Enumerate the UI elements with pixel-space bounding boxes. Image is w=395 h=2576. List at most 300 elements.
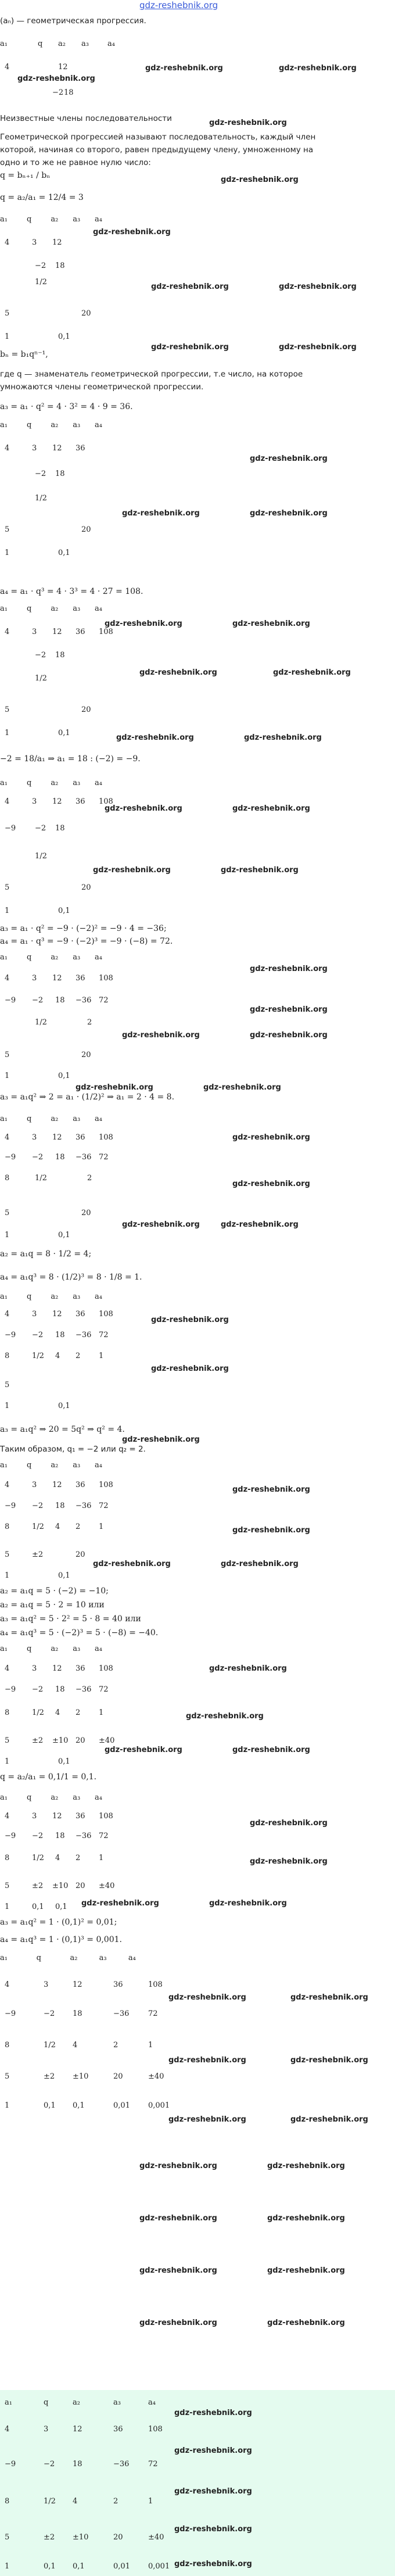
cell: 12 [58, 63, 68, 71]
cell: −2 [32, 1832, 44, 1840]
hdr: a₄ [94, 604, 102, 613]
hdr: a₄ [94, 1793, 102, 1802]
cell: 1/2 [44, 2497, 56, 2506]
cell: ±2 [32, 1550, 44, 1559]
cell: 1 [5, 1402, 10, 1410]
cell: −36 [113, 2460, 130, 2468]
cell: 36 [113, 2425, 123, 2434]
cell: 108 [148, 2425, 163, 2434]
q-formula: q = bₙ₊₁ / bₙ [0, 171, 51, 180]
cell: 18 [55, 1502, 65, 1510]
cell: ±2 [32, 1882, 44, 1890]
bn-formula: bₙ = b₁qⁿ⁻¹, [0, 350, 48, 359]
cell: 1 [148, 2497, 153, 2506]
cell: 5 [5, 1550, 10, 1559]
watermark: gdz-reshebnik.org [122, 509, 200, 518]
cell: 20 [113, 2072, 123, 2081]
cell: 0,1 [58, 907, 70, 915]
cell: −2 [32, 1685, 44, 1694]
watermark: gdz-reshebnik.org [290, 1993, 368, 2002]
hdr: a₃ [73, 953, 81, 962]
hdr: q [36, 1954, 41, 1962]
cell: 0,1 [44, 2562, 56, 2571]
cell: 36 [76, 974, 85, 983]
watermark: gdz-reshebnik.org [174, 2446, 252, 2455]
hdr: a₁ [0, 953, 8, 962]
hdr: a₂ [51, 1645, 59, 1653]
cell: 108 [99, 1133, 113, 1142]
cell: 1 [99, 1522, 104, 1531]
hdr: a₄ [94, 1645, 102, 1653]
cell: −36 [76, 996, 92, 1005]
cell: 8 [5, 1174, 10, 1183]
cell: 2 [76, 1708, 81, 1717]
cell: −9 [5, 2009, 16, 2018]
step: −2 = 18/a₁ ⇒ a₁ = 18 : (−2) = −9. [0, 754, 141, 764]
cell: 8 [5, 2497, 10, 2506]
cell: −2 [32, 1331, 44, 1339]
cell: 18 [55, 261, 65, 270]
cell: −2 [44, 2009, 55, 2018]
cell: 36 [76, 1481, 85, 1489]
watermark: gdz-reshebnik.org [151, 1364, 229, 1373]
cell: 5 [5, 2533, 10, 2542]
cell: 72 [99, 996, 109, 1005]
cell: −9 [5, 1502, 16, 1510]
watermark: gdz-reshebnik.org [250, 1031, 328, 1040]
watermark: gdz-reshebnik.org [105, 1746, 182, 1754]
hdr: a₂ [51, 1115, 59, 1123]
cell: 36 [113, 1980, 123, 1989]
cell: ±10 [52, 1736, 69, 1745]
hdr-a4: a₄ [148, 2398, 156, 2407]
cell: 4 [5, 1133, 10, 1142]
cell: 8 [5, 1522, 10, 1531]
watermark: gdz-reshebnik.org [279, 64, 357, 73]
hdr: q [27, 215, 32, 224]
hdr: a₂ [51, 953, 59, 962]
watermark: gdz-reshebnik.org [174, 2560, 252, 2568]
cell: 108 [99, 1812, 113, 1821]
hdr-q: q [38, 40, 43, 48]
cell: 5 [5, 1882, 10, 1890]
hdr: a₃ [73, 1461, 81, 1470]
watermark: gdz-reshebnik.org [244, 733, 322, 742]
cell: ±40 [99, 1736, 115, 1745]
table-header [0, 1954, 136, 1962]
cell: 12 [73, 1980, 82, 1989]
cell: 3 [32, 1812, 37, 1821]
cell: 72 [148, 2009, 158, 2018]
watermark: gdz-reshebnik.org [151, 343, 229, 352]
cell: 20 [81, 705, 91, 714]
cell: 0,01 [113, 2562, 130, 2571]
step: a₂ = a₁q = 5 · (−2) = −10; [0, 1586, 109, 1596]
cell: −2 [52, 88, 64, 97]
definition: одно и то же не равное нулю число: [0, 158, 151, 167]
cell: 1 [5, 1903, 10, 1911]
cell: 0,001 [148, 2101, 170, 2110]
cell: 72 [99, 1331, 109, 1339]
cell: 4 [73, 2041, 78, 2050]
cell: 12 [52, 444, 62, 453]
cell: 0,01 [113, 2101, 130, 2110]
watermark: gdz-reshebnik.org [290, 2056, 368, 2065]
watermark: gdz-reshebnik.org [139, 2162, 217, 2170]
watermark: gdz-reshebnik.org [139, 2266, 217, 2275]
hdr: a₃ [73, 421, 81, 429]
hdr: a₃ [73, 779, 81, 787]
cell: 4 [55, 1854, 60, 1862]
cell: 108 [99, 628, 113, 636]
cell: −9 [5, 2460, 16, 2468]
watermark: gdz-reshebnik.org [116, 733, 194, 742]
table-header [0, 1292, 102, 1301]
step: a₃ = a₁q² = 1 · (0,1)² = 0,01; [0, 1918, 117, 1927]
cell: 1 [99, 1708, 104, 1717]
watermark: gdz-reshebnik.org [122, 1220, 200, 1229]
hdr: a₃ [73, 1793, 81, 1802]
cell: −2 [35, 651, 46, 660]
watermark: gdz-reshebnik.org [76, 1083, 153, 1092]
cell: 0,1 [58, 1757, 70, 1766]
cell: 0,1 [58, 549, 70, 557]
hdr: q [27, 421, 32, 429]
hdr: a₃ [73, 1115, 81, 1123]
step: a₄ = a₁ · q³ = 4 · 3³ = 4 · 27 = 108. [0, 587, 143, 596]
hdr: a₂ [51, 421, 59, 429]
cell: 8 [5, 1352, 10, 1360]
table-header [0, 953, 102, 962]
cell: 72 [99, 1502, 109, 1510]
step: a₄ = a₁ · q³ = −9 · (−2)³ = −9 · (−8) = 72. [0, 937, 173, 946]
site-logo[interactable]: gdz-reshebnik.org [139, 0, 218, 10]
cell: −2 [32, 1153, 44, 1162]
cell: 36 [76, 797, 85, 806]
cell: 36 [76, 1812, 85, 1821]
cell: 1/2 [32, 1352, 44, 1360]
cell: 5 [5, 309, 10, 318]
cell: 12 [52, 797, 62, 806]
cell: −2 [32, 1502, 44, 1510]
cell: 20 [76, 1550, 85, 1559]
cell: 4 [5, 63, 10, 71]
cell: 12 [73, 2425, 82, 2434]
cell: 4 [73, 2497, 78, 2506]
hdr-a3: a₃ [113, 2398, 121, 2407]
cell: 4 [55, 1522, 60, 1531]
step: a₂ = a₁q = 8 · 1/2 = 4; [0, 1249, 92, 1259]
hdr: a₂ [51, 1793, 59, 1802]
cell: 4 [5, 444, 10, 453]
cell: 4 [5, 238, 10, 247]
cell: 1 [5, 2562, 10, 2571]
watermark: gdz-reshebnik.org [139, 2319, 217, 2327]
watermark: gdz-reshebnik.org [168, 2115, 246, 2124]
cell: 8 [5, 1708, 10, 1717]
cell: 1 [5, 549, 10, 557]
cell: 18 [55, 1832, 65, 1840]
cell: 4 [5, 1980, 10, 1989]
cell: 1 [5, 332, 10, 341]
cell: 18 [64, 88, 74, 97]
watermark: gdz-reshebnik.org [279, 282, 357, 291]
cell: −2 [35, 261, 46, 270]
cell: ±40 [148, 2072, 164, 2081]
cell: 0,1 [58, 1231, 70, 1239]
table-header [0, 604, 102, 613]
cell: 3 [44, 1980, 49, 1989]
cell: 20 [81, 309, 91, 318]
hdr: q [27, 604, 32, 613]
watermark: gdz-reshebnik.org [209, 119, 287, 127]
watermark: gdz-reshebnik.org [250, 509, 328, 518]
cell: 1/2 [35, 494, 47, 503]
hdr: a₁ [0, 1793, 8, 1802]
watermark: gdz-reshebnik.org [186, 1712, 264, 1721]
hdr: a₄ [94, 953, 102, 962]
cell: 0,1 [73, 2101, 85, 2110]
hdr: a₄ [94, 1461, 102, 1470]
watermark: gdz-reshebnik.org [139, 668, 217, 677]
cell: 12 [52, 1664, 62, 1673]
cell: 18 [55, 651, 65, 660]
cell: 36 [76, 1133, 85, 1142]
cell: 20 [81, 883, 91, 892]
cell: 5 [5, 1051, 10, 1059]
hdr: a₄ [94, 215, 102, 224]
cell: 20 [113, 2533, 123, 2542]
watermark: gdz-reshebnik.org [250, 454, 328, 463]
cell: 1 [148, 2041, 153, 2050]
watermark: gdz-reshebnik.org [232, 1485, 310, 1494]
watermark: gdz-reshebnik.org [93, 1560, 171, 1568]
cell: 0,1 [58, 332, 70, 341]
table-header [0, 215, 102, 224]
cell: 20 [81, 1209, 91, 1217]
cell: 1 [5, 2101, 10, 2110]
watermark: gdz-reshebnik.org [250, 1819, 328, 1828]
hdr: a₂ [51, 779, 59, 787]
cell: 0,1 [58, 1571, 70, 1580]
cell: 36 [76, 444, 85, 453]
hdr: a₁ [0, 604, 8, 613]
hdr: a₁ [0, 1292, 8, 1301]
cell: 18 [55, 1685, 65, 1694]
hdr: a₂ [51, 215, 59, 224]
cell: 5 [5, 2072, 10, 2081]
watermark: gdz-reshebnik.org [232, 1526, 310, 1535]
watermark: gdz-reshebnik.org [168, 1993, 246, 2002]
cell: 12 [52, 628, 62, 636]
cell: −36 [76, 1331, 92, 1339]
watermark: gdz-reshebnik.org [122, 1031, 200, 1040]
cell: −9 [5, 1153, 16, 1162]
cell: 5 [5, 1736, 10, 1745]
cell: 0,001 [148, 2562, 170, 2571]
cell: 4 [5, 974, 10, 983]
watermark: gdz-reshebnik.org [139, 2214, 217, 2223]
where-note: где q — знаменатель геометрической прогрессии, т.е число, на которое [0, 370, 303, 379]
cell: 1/2 [35, 278, 47, 286]
watermark: gdz-reshebnik.org [209, 1899, 287, 1908]
cell: −9 [5, 1832, 16, 1840]
cell: 4 [55, 1708, 60, 1717]
table-header [0, 779, 102, 787]
cell: 3 [32, 1664, 37, 1673]
watermark: gdz-reshebnik.org [203, 1083, 281, 1092]
cell: 4 [5, 1664, 10, 1673]
hdr: q [27, 1292, 32, 1301]
cell: 18 [55, 470, 65, 478]
hdr: a₁ [0, 1645, 8, 1653]
hdr: q [27, 953, 32, 962]
hdr: a₄ [128, 1954, 136, 1962]
cell: 108 [99, 1310, 113, 1319]
cell: 1/2 [35, 1018, 47, 1027]
cell: 2 [113, 2041, 119, 2050]
hdr-a1: a₁ [5, 2398, 12, 2407]
cell: 20 [81, 525, 91, 534]
watermark: gdz-reshebnik.org [232, 1180, 310, 1188]
cell: 1 [99, 1352, 104, 1360]
table-header [0, 1793, 102, 1802]
watermark: gdz-reshebnik.org [145, 64, 223, 73]
cell: 3 [32, 797, 37, 806]
cell: ±2 [32, 1736, 44, 1745]
cell: −36 [76, 1832, 92, 1840]
cell: 5 [5, 883, 10, 892]
cell: 1 [5, 1072, 10, 1080]
watermark: gdz-reshebnik.org [232, 804, 310, 813]
cell: 0,1 [58, 1402, 70, 1410]
cell: 2 [87, 1018, 92, 1027]
where-note: умножаются члены геометрической прогрессии. [0, 382, 204, 392]
cell: −36 [113, 2009, 130, 2018]
cell: 8 [5, 2041, 10, 2050]
cell: 5 [5, 1381, 10, 1389]
watermark: gdz-reshebnik.org [221, 1220, 299, 1229]
cell: 3 [32, 628, 37, 636]
cell: 1 [5, 907, 10, 915]
cell: 20 [81, 1051, 91, 1059]
hdr: a₁ [0, 421, 8, 429]
cell: 4 [5, 797, 10, 806]
hdr: q [27, 1461, 32, 1470]
step: a₃ = a₁q² ⇒ 20 = 5q² ⇒ q² = 4. [0, 1425, 125, 1434]
cell: 108 [99, 797, 113, 806]
step: a₄ = a₁q³ = 5 · (−2)³ = 5 · (−8) = −40. [0, 1628, 159, 1638]
cell: 72 [99, 1832, 109, 1840]
watermark: gdz-reshebnik.org [267, 2266, 345, 2275]
cell: ±40 [148, 2533, 164, 2542]
definition: Геометрической прогрессией называют последовательность, каждый член [0, 132, 316, 142]
watermark: gdz-reshebnik.org [250, 965, 328, 973]
cell: −9 [5, 1331, 16, 1339]
hdr-a2: a₂ [58, 40, 66, 48]
hdr: a₃ [73, 215, 81, 224]
q-calc: q = a₂/a₁ = 12/4 = 3 [0, 193, 84, 202]
hdr-a4: a₄ [107, 40, 115, 48]
unknown-note: Неизвестные члены последовательности [0, 114, 172, 123]
watermark: gdz-reshebnik.org [174, 2525, 252, 2534]
watermark: gdz-reshebnik.org [93, 866, 171, 875]
cell: ±40 [99, 1882, 115, 1890]
cell: 3 [32, 974, 37, 983]
cell: 2 [76, 1522, 81, 1531]
hdr-q: q [44, 2398, 49, 2407]
cell: ±10 [73, 2072, 89, 2081]
hdr: q [27, 1115, 32, 1123]
cell: 1 [5, 1231, 10, 1239]
watermark: gdz-reshebnik.org [105, 804, 182, 813]
cell: 36 [76, 1664, 85, 1673]
final-answer-table [0, 2390, 395, 2576]
cell: 20 [76, 1882, 85, 1890]
watermark: gdz-reshebnik.org [273, 668, 351, 677]
watermark: gdz-reshebnik.org [232, 1133, 310, 1142]
step: a₃ = a₁ · q² = 4 · 3² = 4 · 9 = 36. [0, 402, 133, 411]
hdr: a₄ [94, 1292, 102, 1301]
cell: 5 [5, 525, 10, 534]
cell: 3 [44, 2425, 49, 2434]
watermark: gdz-reshebnik.org [250, 1857, 328, 1866]
cell: 5 [5, 1209, 10, 1217]
watermark: gdz-reshebnik.org [221, 866, 299, 875]
cell: −9 [5, 996, 16, 1005]
cell: −36 [76, 1685, 92, 1694]
hdr: a₁ [0, 1954, 8, 1962]
step: a₃ = a₁q² = 5 · 2² = 5 · 8 = 40 или [0, 1614, 141, 1624]
cell: 0,1 [58, 729, 70, 737]
cell: ±2 [44, 2072, 55, 2081]
cell: 108 [148, 1980, 163, 1989]
intro-line: (aₙ) — геометрическая прогрессия. [0, 16, 146, 26]
step: a₂ = a₁q = 5 · 2 = 10 или [0, 1600, 105, 1610]
cell: 12 [52, 1133, 62, 1142]
watermark: gdz-reshebnik.org [232, 1746, 310, 1754]
cell: 36 [76, 628, 85, 636]
hdr: a₁ [0, 1115, 8, 1123]
hdr-a3: a₃ [81, 40, 89, 48]
watermark: gdz-reshebnik.org [151, 1316, 229, 1324]
cell: 18 [73, 2460, 82, 2468]
step: a₄ = a₁q³ = 1 · (0,1)³ = 0,001. [0, 1935, 122, 1944]
table-header [0, 1645, 102, 1653]
cell: ±10 [73, 2533, 89, 2542]
watermark: gdz-reshebnik.org [93, 228, 171, 237]
hdr: a₂ [51, 1292, 59, 1301]
cell: −9 [5, 824, 16, 833]
cell: 3 [32, 1133, 37, 1142]
cell: −9 [5, 1685, 16, 1694]
cell: 36 [76, 1310, 85, 1319]
cell: 12 [52, 1812, 62, 1821]
cell: 1/2 [44, 2041, 56, 2050]
cell: 12 [52, 238, 62, 247]
cell: 108 [99, 974, 113, 983]
watermark: gdz-reshebnik.org [168, 2056, 246, 2065]
cell: 18 [73, 2009, 82, 2018]
watermark: gdz-reshebnik.org [290, 2115, 368, 2124]
cell: 1 [5, 1571, 10, 1580]
cell: 4 [5, 1481, 10, 1489]
watermark: gdz-reshebnik.org [221, 1560, 299, 1568]
cell: 4 [5, 1310, 10, 1319]
cell: 18 [55, 996, 65, 1005]
cell: ±10 [52, 1882, 69, 1890]
cell: 2 [76, 1854, 81, 1862]
